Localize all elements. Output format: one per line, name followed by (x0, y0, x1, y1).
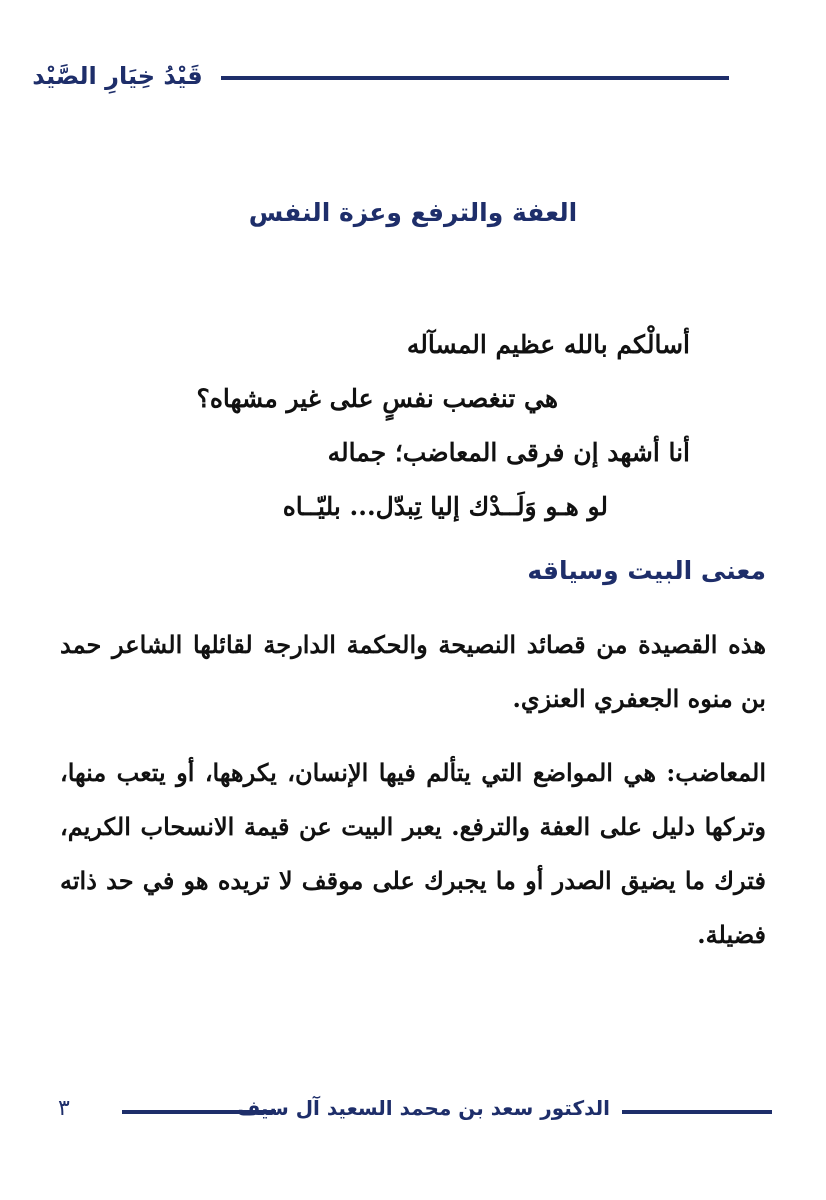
body-paragraph: المعاضب: هي المواضع التي يتألم فيها الإنسان، يكرهها، أو يتعب منها، وتركها دليل على العفة والترفع. يعبر البيت عن قيمة الانسحاب الكريم، فترك ما يضيق الصدر أو ما يجبرك على موقف لا تريده هو في حد ذاته فضيلة. (60, 758, 766, 949)
section-title: العفة والترفع وعزة النفس (248, 198, 578, 227)
page-number: ٣ (58, 1096, 70, 1121)
poem-verses (130, 318, 690, 534)
footer-author: الدكتور سعد بن محمد السعيد آل سيف (237, 1096, 610, 1120)
header-divider (221, 76, 729, 80)
poem-line: لو هـو وَلَــدْك إليا تِبدّل... بليّــاه (282, 492, 608, 521)
body-paragraph: هذه القصيدة من قصائد النصيحة والحكمة الدارجة لقائلها الشاعر حمد بن منوه الجعفري العنزي. (60, 630, 766, 713)
meaning-heading: معنى البيت وسياقه (527, 556, 766, 585)
book-title: قَيْدُ خِيَارِ الصَّيْد (32, 62, 203, 90)
poem-line: أسالْكم بالله عظيم المسآله (406, 330, 690, 359)
poem-line: هي تنغصب نفسٍ على غير مشهاه؟ (196, 384, 558, 413)
poem-line: أنا أشهد إن فرقى المعاضب؛ جماله (327, 438, 690, 467)
footer-divider-right (622, 1110, 772, 1114)
